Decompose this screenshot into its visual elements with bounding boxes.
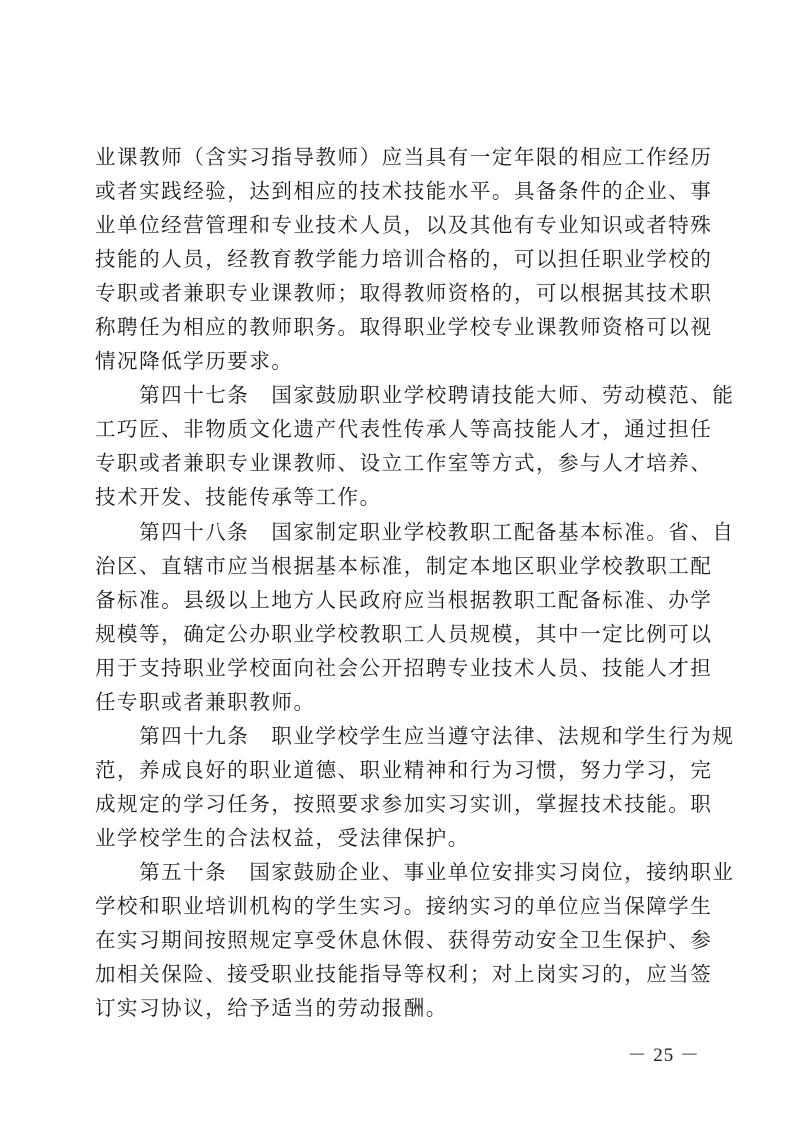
text-line: 技术开发、技能传承等工作。 xyxy=(95,485,382,510)
text-line: 技能的人员，经教育教学能力培训合格的，可以担任职业学校的 xyxy=(95,247,713,272)
text-line: 情况降低学历要求。 xyxy=(95,349,294,374)
article-50-line: 第五十条 国家鼓励企业、事业单位安排实习岗位，接纳职业 xyxy=(95,859,735,884)
body-text xyxy=(95,140,735,1025)
text-line: 任专职或者兼职教师。 xyxy=(95,689,316,714)
article-48-line: 第四十八条 国家制定职业学校教职工配备基本标准。省、自 xyxy=(95,519,735,544)
text-line: 业学校学生的合法权益，受法律保护。 xyxy=(95,825,470,850)
text-line: 业课教师（含实习指导教师）应当具有一定年限的相应工作经历 xyxy=(95,145,713,169)
text-line: 备标准。县级以上地方人民政府应当根据教职工配备标准、办学 xyxy=(95,587,713,612)
text-line: 专职或者兼职专业课教师；取得教师资格的，可以根据其技术职 xyxy=(95,281,713,306)
text-line: 在实习期间按照规定享受休息休假、获得劳动安全卫生保护、参 xyxy=(95,928,713,953)
article-47-line: 第四十七条 国家鼓励职业学校聘请技能大师、劳动模范、能 xyxy=(95,383,735,408)
text-line: 成规定的学习任务，按照要求参加实习实训，掌握技术技能。职 xyxy=(95,791,713,816)
text-line: 学校和职业培训机构的学生实习。接纳实习的单位应当保障学生 xyxy=(95,894,713,919)
text-line: 专职或者兼职专业课教师、设立工作室等方式，参与人才培养、 xyxy=(95,451,713,476)
text-line: 范，养成良好的职业道德、职业精神和行为习惯，努力学习，完 xyxy=(95,757,713,782)
page-number: － 25 － xyxy=(627,1045,700,1066)
text-line: 称聘任为相应的教师职务。取得职业学校专业课教师资格可以视 xyxy=(95,315,713,340)
text-line: 治区、直辖市应当根据基本标准，制定本地区职业学校教职工配 xyxy=(95,553,713,578)
text-line: 订实习协议，给予适当的劳动报酬。 xyxy=(95,996,448,1021)
text-line: 业单位经营管理和专业技术人员，以及其他有专业知识或者特殊 xyxy=(95,213,713,238)
text-line: 加相关保险、接受职业技能指导等权利；对上岗实习的，应当签 xyxy=(95,962,713,987)
text-line: 工巧匠、非物质文化遗产代表性传承人等高技能人才，通过担任 xyxy=(95,417,713,442)
article-49-line: 第四十九条 职业学校学生应当遵守法律、法规和学生行为规 xyxy=(95,723,735,748)
text-line: 规模等，确定公办职业学校教职工人员规模，其中一定比例可以 xyxy=(95,621,713,646)
text-line: 用于支持职业学校面向社会公开招聘专业技术人员、技能人才担 xyxy=(95,655,713,680)
text-line: 或者实践经验，达到相应的技术技能水平。具备条件的企业、事 xyxy=(95,179,713,204)
